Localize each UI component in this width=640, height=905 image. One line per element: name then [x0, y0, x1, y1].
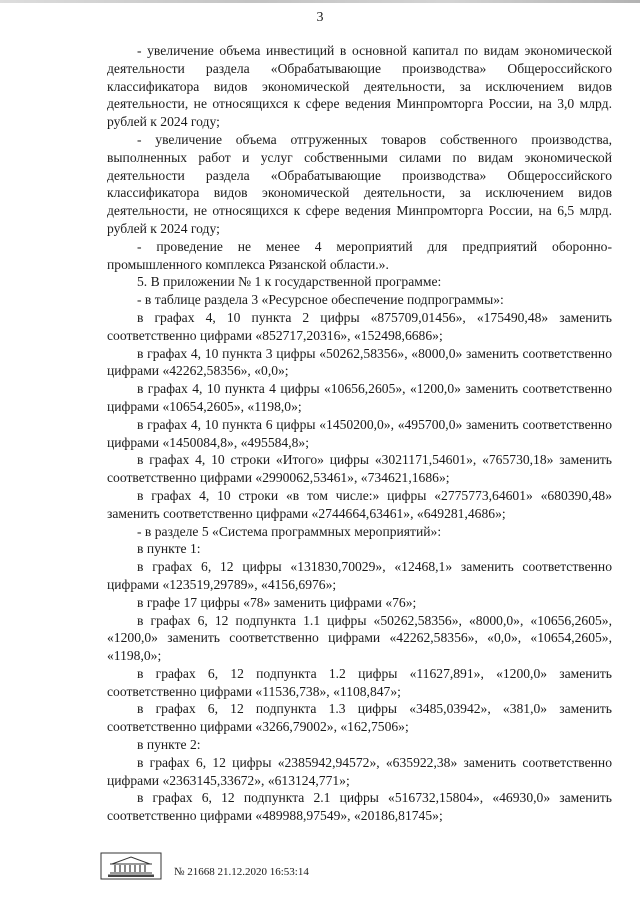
- paragraph: - в разделе 5 «Система программных мероприятий»:: [137, 523, 442, 539]
- paragraph: в пункте 1:: [137, 541, 201, 557]
- paragraph: в графе 17 цифры «78» заменить цифрами «76»;: [137, 594, 417, 610]
- registration-stamp: № 21668 21.12.2020 16:53:14: [174, 866, 309, 878]
- paragraph: - в таблице раздела 3 «Ресурсное обеспечение подпрограммы»:: [137, 292, 504, 308]
- building-stamp-icon: [100, 852, 162, 880]
- paragraph: в графах 6, 12 цифры «131830,70029», «12468,1» заменить соответственно цифрами «123519,29789», «4156,6976»;: [107, 559, 612, 592]
- paragraph: в графах 6, 12 подпункта 1.3 цифры «3485,03942», «381,0» заменить соответственно цифрами «3266,79002», «162,7506»;: [107, 701, 612, 735]
- paragraph: - проведение не менее 4 мероприятий для предприятий оборонно-промышленного комплекса Рязанской области.».: [107, 238, 612, 272]
- paragraph: в графах 6, 12 подпункта 1.2 цифры «11627,891», «1200,0» заменить соответственно цифрами «11536,738», «1108,847»;: [107, 665, 612, 699]
- document-body: [107, 42, 612, 825]
- paragraph: в графах 4, 10 строки «Итого» цифры «3021171,54601», «765730,18» заменить соответственно цифрами «2990062,53461», «734621,1686»;: [107, 452, 612, 486]
- paragraph: в графах 4, 10 пункта 2 цифры «875709,01456», «175490,48» заменить соответственно цифрами «852717,20316», «152498,6686»;: [107, 309, 612, 343]
- paragraph: 5. В приложении № 1 к государственной программе:: [137, 274, 442, 290]
- paragraph: в графах 4, 10 строки «в том числе:» цифры «2775773,64601» «680390,48» заменить соответственно цифрами «2744664,63461», «649281,4686»;: [107, 487, 612, 521]
- paragraph: в графах 4, 10 пункта 6 цифры «1450200,0», «495700,0» заменить соответственно цифрами «1450084,8», «495584,8»;: [107, 416, 612, 450]
- page-number: 3: [316, 10, 324, 25]
- paragraph: в графах 6, 12 цифры «2385942,94572», «635922,38» заменить соответственно цифрами «2363145,33672», «613124,771»;: [107, 754, 612, 788]
- paragraph: в графах 4, 10 пункта 4 цифры «10656,2605», «1200,0» заменить соответственно цифрами «10654,2605», «1198,0»;: [107, 381, 612, 414]
- paragraph: в графах 4, 10 пункта 3 цифры «50262,58356», «8000,0» заменить соответственно цифрами «42262,58356», «0,0»;: [107, 345, 612, 379]
- document-footer: [100, 848, 620, 888]
- paragraph: в графах 6, 12 подпункта 2.1 цифры «516732,15804», «46930,0» заменить соответственно цифрами «489988,97549», «20186,81745»;: [107, 790, 612, 824]
- scan-edge: [0, 0, 640, 3]
- paragraph: - увеличение объема отгруженных товаров собственного производства, выполненных работ и услуг собственными силами по видам экономической деятельности раздела «Обрабатывающие производства» Общероссийского классификатора видов экономической деятельности, за исключением видов деятельности, не относящихся к сфере ведения Минпромторга России, на 6,5 млрд. рублей к 2024 году;: [107, 131, 612, 236]
- paragraph: в пункте 2:: [137, 737, 201, 753]
- paragraph: - увеличение объема инвестиций в основной капитал по видам экономической деятельности раздела «Обрабатывающие производства» Общероссийского классификатора видов экономической деятельности, за исключением видов деятельности, не относящихся к сфере ведения Минпромторга России, на 3,0 млрд. рублей к 2024 году;: [107, 43, 612, 130]
- paragraph: в графах 6, 12 подпункта 1.1 цифры «50262,58356», «8000,0», «10656,2605», «1200,0» заменить соответственно цифрами «42262,58356», «0,0», «10654,2605», «1198,0»;: [107, 612, 612, 664]
